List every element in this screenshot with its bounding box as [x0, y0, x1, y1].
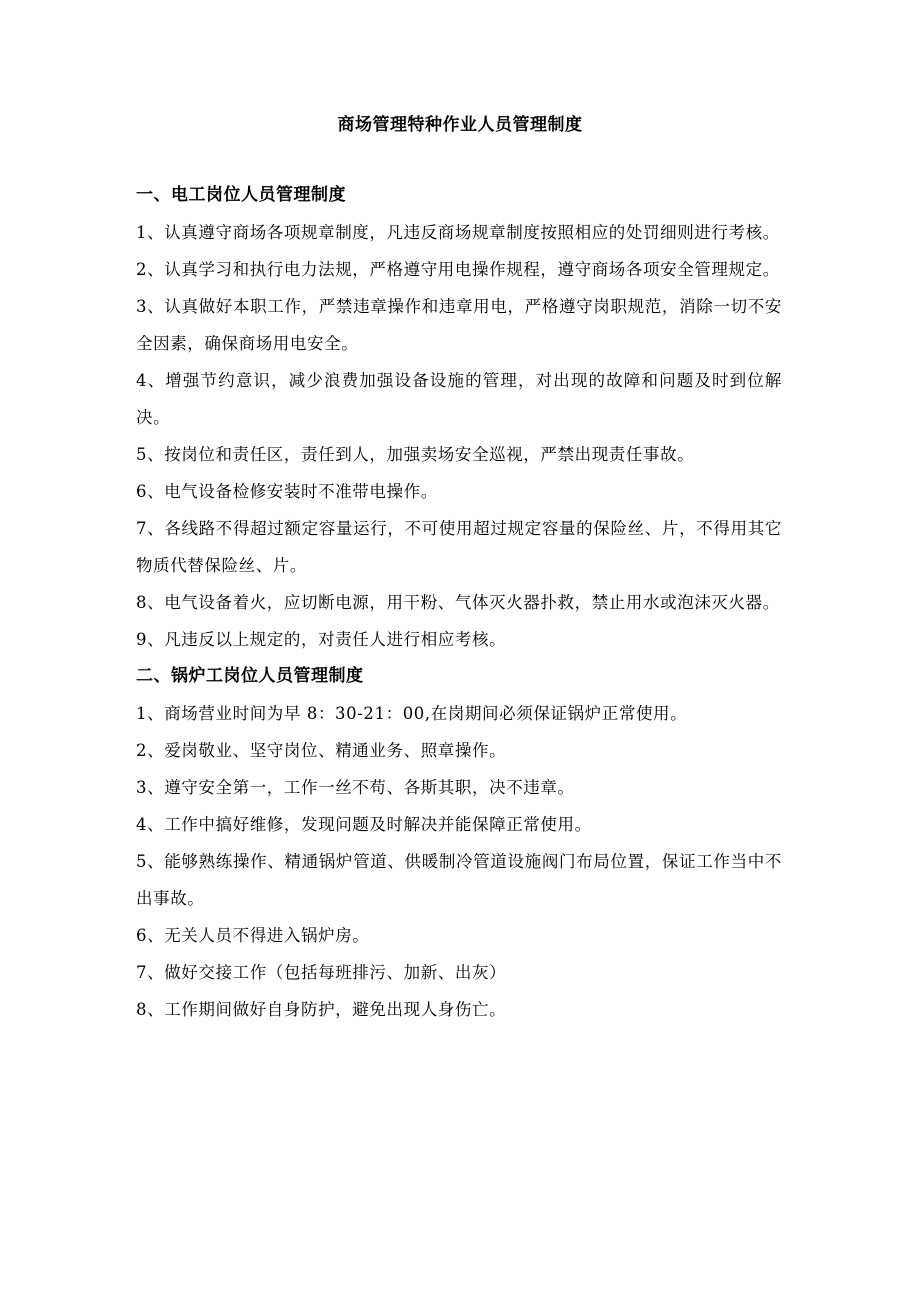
rule-item: 1、商场营业时间为早 8：30-21：00,在岗期间必须保证锅炉正常使用。 — [136, 704, 688, 723]
rule-item: 7、做好交接工作（包括每班排污、加新、出灰） — [136, 963, 507, 982]
rule-item: 1、认真遵守商场各项规章制度，凡违反商场规章制度按照相应的处罚细则进行考核。 — [136, 223, 780, 242]
rule-item: 8、电气设备着火，应切断电源，用干粉、气体灭火器扑救，禁止用水或泡沫灭火器。 — [136, 593, 780, 612]
rule-item: 7、各线路不得超过额定容量运行，不可使用超过规定容量的保险丝、片，不得用其它物质代替保险丝、片。 — [136, 519, 782, 575]
rule-item: 4、工作中搞好维修，发现问题及时解决并能保障正常使用。 — [136, 815, 592, 834]
rule-item: 2、认真学习和执行电力法规，严格遵守用电操作规程，遵守商场各项安全管理规定。 — [136, 260, 780, 279]
section-boiler-operator — [136, 658, 782, 1028]
document-body — [136, 177, 782, 1028]
rule-item: 2、爱岗敬业、坚守岗位、精通业务、照章操作。 — [136, 741, 507, 760]
section-electrician — [136, 177, 782, 658]
section-heading: 二、锅炉工岗位人员管理制度 — [136, 666, 364, 686]
rule-item: 3、认真做好本职工作，严禁违章操作和违章用电，严格遵守岗职规范，消除一切不安全因素，确保商场用电安全。 — [136, 297, 782, 353]
document-title: 商场管理特种作业人员管理制度 — [337, 115, 583, 135]
rule-item: 9、凡违反以上规定的，对责任人进行相应考核。 — [136, 630, 507, 649]
rule-item: 3、遵守安全第一，工作一丝不苟、各斯其职，决不违章。 — [136, 778, 575, 797]
rule-item: 8、工作期间做好自身防护，避免出现人身伤亡。 — [136, 1000, 507, 1019]
rule-item: 6、电气设备检修安装时不准带电操作。 — [136, 482, 438, 501]
section-heading: 一、电工岗位人员管理制度 — [136, 185, 346, 205]
rule-item: 4、增强节约意识，减少浪费加强设备设施的管理，对出现的故障和问题及时到位解决。 — [136, 371, 782, 427]
rule-item: 6、无关人员不得进入锅炉房。 — [136, 926, 370, 945]
rule-item: 5、能够熟练操作、精通锅炉管道、供暖制冷管道设施阀门布局位置，保证工作当中不出事故。 — [136, 852, 782, 908]
rule-item: 5、按岗位和责任区，责任到人，加强卖场安全巡视，严禁出现责任事故。 — [136, 445, 695, 464]
